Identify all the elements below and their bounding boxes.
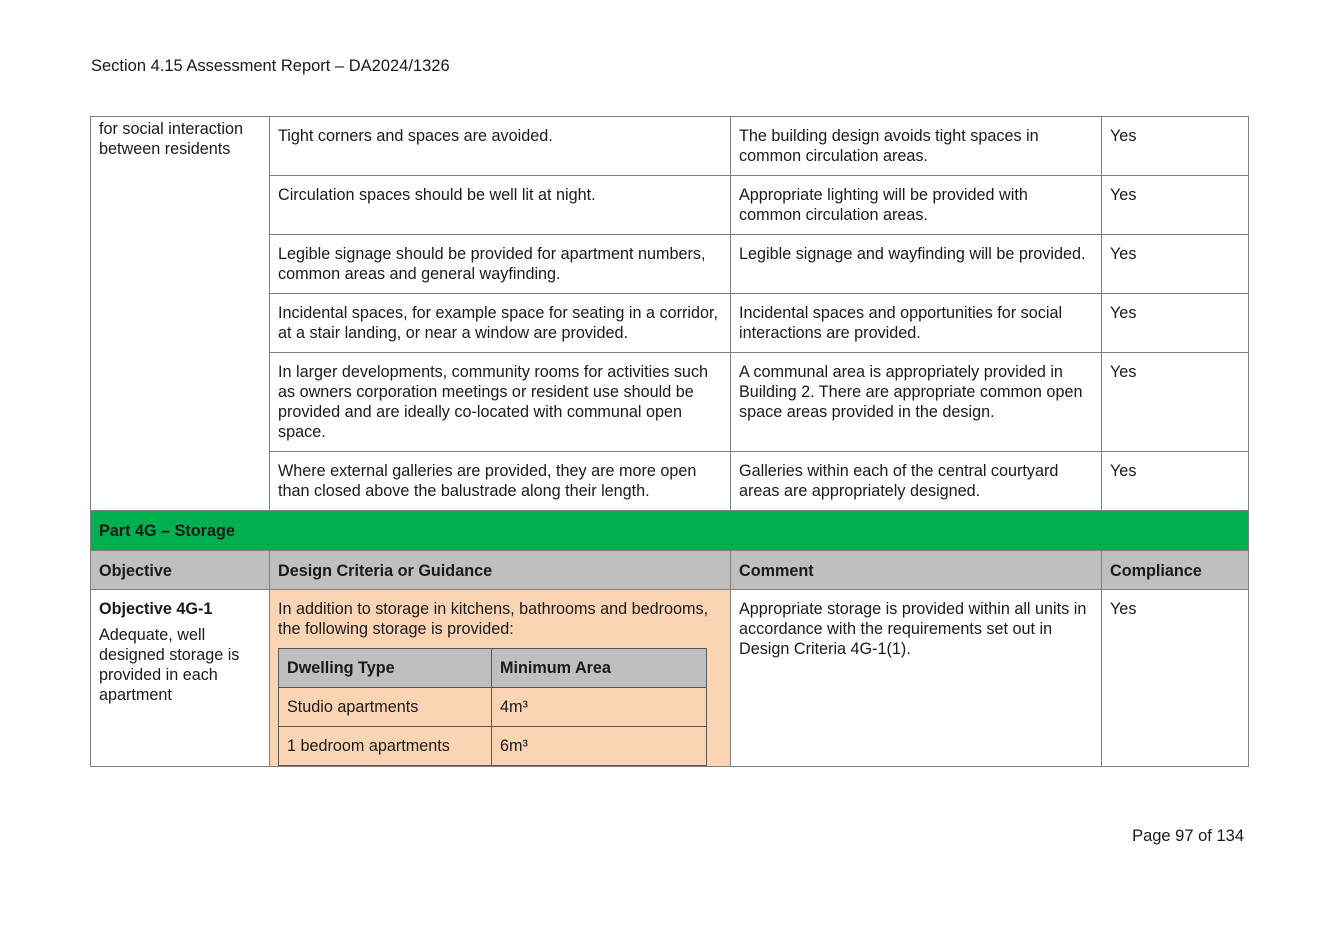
objective-title: Objective 4G-1: [99, 600, 213, 618]
criteria-intro: In addition to storage in kitchens, bathrooms and bedrooms, the following storage is provided:: [278, 600, 709, 638]
page-number: Page 97 of 134: [1132, 827, 1244, 845]
objective-cell: [91, 590, 270, 767]
table-row: [91, 117, 1249, 176]
comment-cell: Galleries within each of the central courtyard areas are appropriately designed.: [731, 452, 1102, 511]
column-header-comment: Comment: [731, 551, 1102, 590]
comment-cell: Appropriate storage is provided within all units in accordance with the requirements set out in Design Criteria 4G-1(1).: [731, 590, 1102, 767]
criteria-cell: In larger developments, community rooms for activities such as owners corporation meetings or resident use should be provided and are ideally co-located with communal open space.: [270, 353, 731, 452]
storage-table-row: [279, 727, 707, 766]
minimum-area-cell: 6m³: [492, 727, 707, 766]
objective-4g1-row: [91, 590, 1249, 767]
compliance-cell: Yes: [1102, 353, 1249, 452]
criteria-cell: Circulation spaces should be well lit at night.: [270, 176, 731, 235]
compliance-cell: Yes: [1102, 590, 1249, 767]
dwelling-type-cell: Studio apartments: [279, 688, 492, 727]
assessment-table: [90, 116, 1249, 767]
compliance-cell: Yes: [1102, 176, 1249, 235]
minimum-area-cell: 4m³: [492, 688, 707, 727]
compliance-cell: Yes: [1102, 117, 1249, 176]
criteria-cell: Incidental spaces, for example space for seating in a corridor, at a stair landing, or near a window are provided.: [270, 294, 731, 353]
part-heading-row: [91, 511, 1249, 551]
page-header: Section 4.15 Assessment Report – DA2024/1326: [91, 57, 450, 75]
design-criteria-cell: [270, 590, 731, 767]
column-header-row: [91, 551, 1249, 590]
part-heading: Part 4G – Storage: [91, 511, 1249, 551]
storage-table: [278, 648, 707, 766]
column-header-objective: Objective: [91, 551, 270, 590]
comment-cell: Legible signage and wayfinding will be provided.: [731, 235, 1102, 294]
compliance-cell: Yes: [1102, 294, 1249, 353]
storage-header-minimum-area: Minimum Area: [492, 649, 707, 688]
criteria-cell: Where external galleries are provided, they are more open than closed above the balustrade along their length.: [270, 452, 731, 511]
column-header-compliance: Compliance: [1102, 551, 1249, 590]
compliance-cell: Yes: [1102, 235, 1249, 294]
storage-table-row: [279, 688, 707, 727]
comment-cell: The building design avoids tight spaces in common circulation areas.: [731, 117, 1102, 176]
compliance-cell: Yes: [1102, 452, 1249, 511]
comment-cell: A communal area is appropriately provided in Building 2. There are appropriate common open space areas provided in the design.: [731, 353, 1102, 452]
column-header-criteria: Design Criteria or Guidance: [270, 551, 731, 590]
comment-cell: Incidental spaces and opportunities for social interactions are provided.: [731, 294, 1102, 353]
dwelling-type-cell: 1 bedroom apartments: [279, 727, 492, 766]
criteria-cell: Legible signage should be provided for apartment numbers, common areas and general wayfinding.: [270, 235, 731, 294]
storage-header-dwelling-type: Dwelling Type: [279, 649, 492, 688]
continued-objective-cell: for social interaction between residents: [91, 117, 270, 511]
objective-description: Adequate, well designed storage is provided in each apartment: [99, 626, 240, 704]
criteria-cell: Tight corners and spaces are avoided.: [270, 117, 731, 176]
comment-cell: Appropriate lighting will be provided with common circulation areas.: [731, 176, 1102, 235]
storage-table-header: [279, 649, 707, 688]
